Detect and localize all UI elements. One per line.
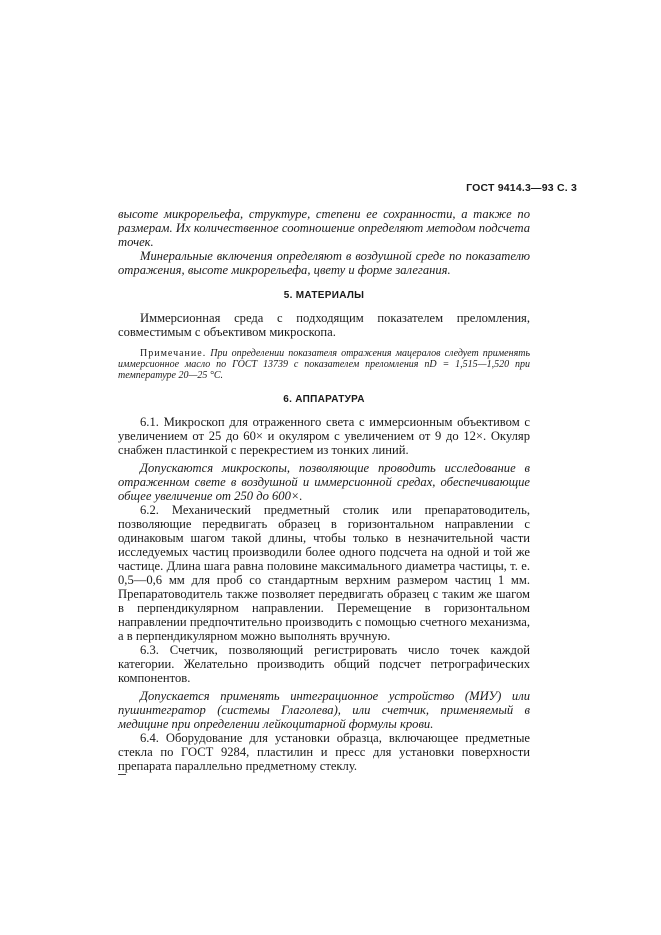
page-margin-mark — [118, 774, 126, 775]
clause-6-4: 6.4. Оборудование для установки образца, включающее предметные стекла по ГОСТ 9284, пластилин и пресс для установки поверхности препарата параллельно предметному стеклу. — [118, 731, 530, 773]
clause-6-3: 6.3. Счетчик, позволяющий регистрировать число точек каждой категории. Желательно производить общий подсчет петрографических компонентов. — [118, 643, 530, 685]
intro-paragraph-2: Минеральные включения определяют в воздушной среде по показателю отражения, высоте микрорельефа, цвету и форме залегания. — [118, 249, 530, 277]
page-header-code: ГОСТ 9414.3—93 С. 3 — [466, 182, 577, 194]
section-5-paragraph: Иммерсионная среда с подходящим показателем преломления, совместимым с объективом микроскопа. — [118, 311, 530, 339]
intro-paragraph-1: высоте микрорельефа, структуре, степени ее сохранности, а также по размерам. Их количественное соотношение определяют методом подсчета точек. — [118, 207, 530, 249]
section-6-heading: 6. АППАРАТУРА — [283, 394, 365, 405]
page-body — [118, 207, 530, 773]
section-5-note — [118, 348, 530, 381]
section-5-heading: 5. МАТЕРИАЛЫ — [283, 290, 365, 301]
note-text: При определении показателя отражения мацералов следует применять иммерсионное масло по ГОСТ 13739 с показателем преломления nD = 1,515—1,520 при температуре 20—25 °С. — [118, 348, 530, 381]
clause-6-1-allowed: Допускаются микроскопы, позволяющие проводить исследование в отраженном свете в воздушной и иммерсионной средах, обеспечивающие общее увеличение от 250 до 600×. — [118, 461, 530, 503]
clause-6-2: 6.2. Механический предметный столик или препаратоводитель, позволяющие передвигать образец в горизонтальном направлении с одинаковым шагом такой длины, чтобы только в незначительной части исследуемых частиц производили более одного подсчета на одной и той же частице. Длина шага равна половине максимального диаметра частицы, т. е. 0,5—0,6 мм для проб со стандартным верхним размером частиц 1 мм. Препаратоводитель также позволяет передвигать образец с таким же шагом в перпендикулярном направлении. Перемещение в горизонтальном направлении предпочтительно производить с помощью счетного механизма, а в перпендикулярном можно выполнять вручную. — [118, 503, 530, 643]
clause-6-3-allowed: Допускается применять интеграционное устройство (МИУ) или пушинтегратор (системы Глаголева), или счетчик, применяемый в медицине при определении лейкоцитарной формулы крови. — [118, 689, 530, 731]
clause-6-1: 6.1. Микроскоп для отраженного света с иммерсионным объективом с увеличением от 25 до 60× и окуляром с увеличением от 9 до 12×. Окуляр снабжен пластинкой с перекрестием из тонких линий. — [118, 415, 530, 457]
note-label: Примечание. — [140, 348, 207, 359]
